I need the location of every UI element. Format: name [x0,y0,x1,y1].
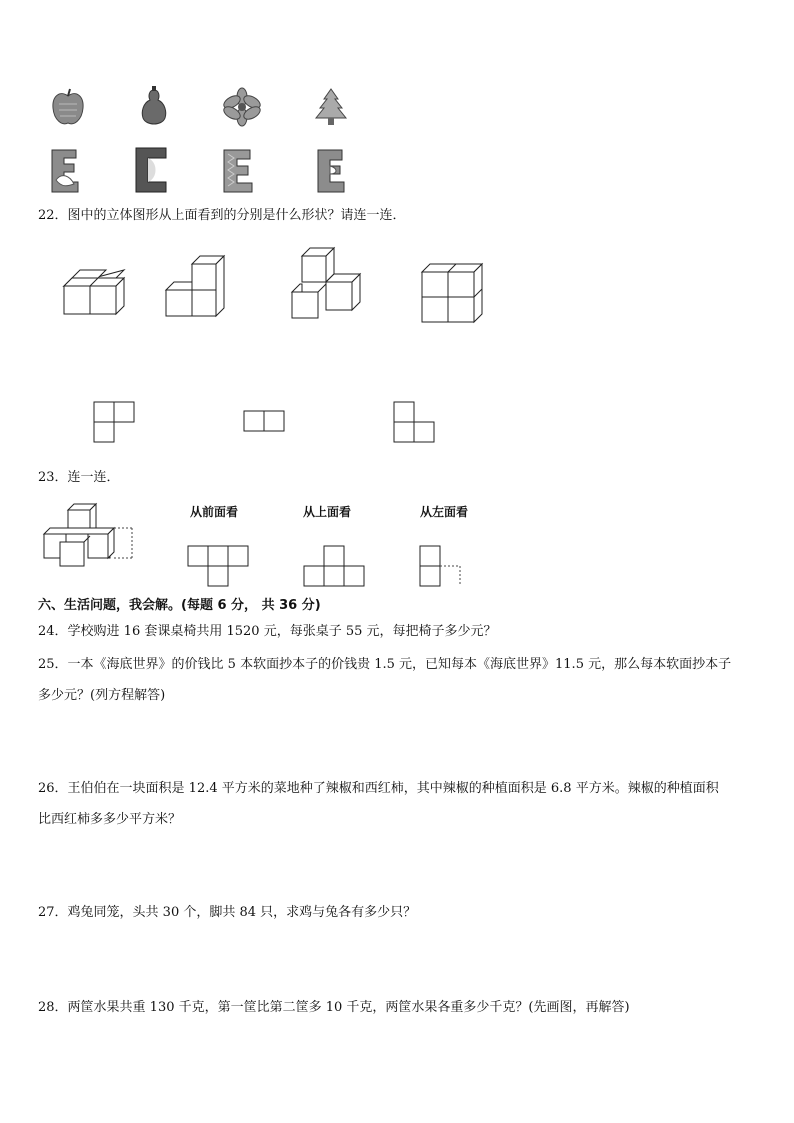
question-24: 24．学校购进 16 套课桌椅共用 1520 元，每张桌子 55 元，每把椅子多少元？ [38,624,497,639]
question-26-line1: 26．王伯伯在一块面积是 12.4 平方米的菜地种了辣椒和西红柿，其中辣椒的种植面积是 6.8 平方米。辣椒的种植面积 [38,781,719,796]
cut-paper-e3-icon [318,150,348,192]
question-23: 23．连一连． [38,470,120,485]
view-label-left: 从左面看 [420,505,469,519]
flower-shape-icon [222,88,262,126]
cut-paper-e1-icon [52,150,82,192]
question-26-line2: 比西红柿多多少平方米？ [38,812,182,827]
cube-figure-4 [422,264,484,326]
view-front-shape [188,546,252,590]
view-top-shape [304,546,368,590]
view-left-shape [420,546,466,590]
cut-paper-e2-icon [224,150,254,192]
section-6-title: 六、生活问题，我会解。(每题 6 分， 共 36 分) [38,598,321,613]
view-label-top: 从上面看 [303,505,352,519]
gourd-shape-icon [138,86,170,128]
question-25-line1: 25．一本《海底世界》的价钱比 5 本软面抄本子的价钱贵 1.5 元，已知每本《海底世界》11.5 元，那么每本软面抄本子 [38,657,732,672]
cut-paper-c-icon [136,148,168,192]
question-27: 27．鸡兔同笼，头共 30 个，脚共 84 只，求鸡与兔各有多少只？ [38,905,417,920]
question-22: 22．图中的立体图形从上面看到的分别是什么形状？请连一连． [38,208,406,223]
cube-figure-3 [292,248,362,318]
top-view-1 [94,402,136,444]
tree-shape-icon [314,88,348,126]
question-25-line2: 多少元？(列方程解答) [38,688,166,703]
view-label-front: 从前面看 [190,505,239,519]
top-view-2 [244,411,286,433]
question-28: 28．两筐水果共重 130 千克，第一筐比第二筐多 10 千克，两筐水果各重多少千克？(先画图，再解答) [38,1000,630,1015]
cube-figure-2 [166,256,226,318]
cube-figure-1 [64,270,128,316]
cube-figure-q23 [44,502,134,568]
top-view-3 [394,402,436,444]
apple-shape-icon [50,88,86,128]
